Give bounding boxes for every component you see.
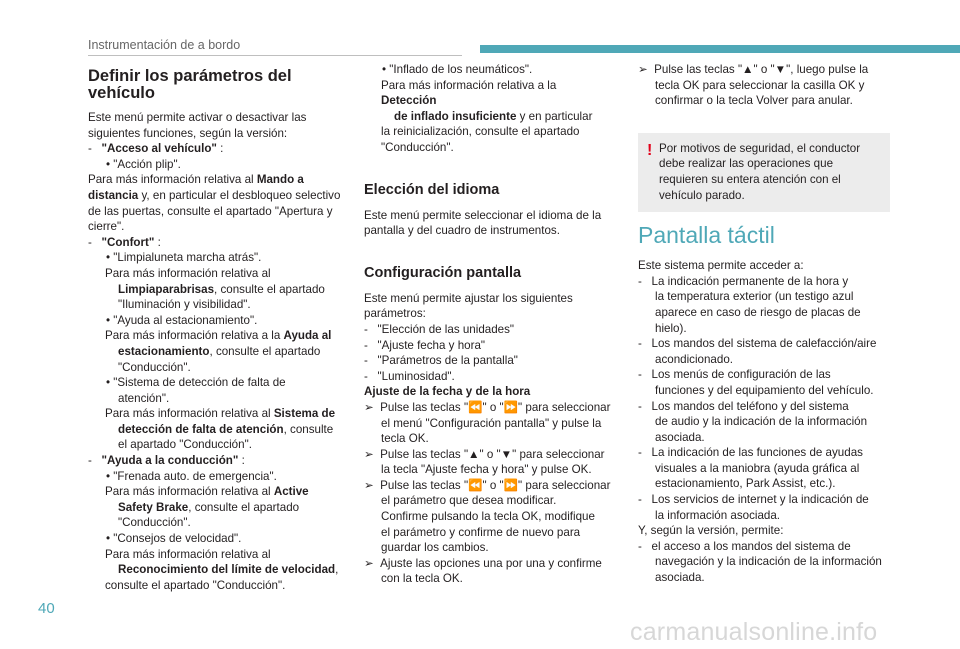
safety-warning-box [638,133,890,212]
heading-display-config: Configuración pantalla [364,264,522,281]
paragraph: la reinicialización, consulte el apartado [381,125,580,139]
list-item: • "Ayuda al estacionamiento". [106,313,258,327]
list-item: - "Parámetros de la pantalla" [364,354,518,368]
paragraph: Confirme pulsando la tecla OK, modifique [381,510,595,524]
heading-touch-screen: Pantalla táctil [638,222,775,249]
paragraph: Reconocimiento del límite de velocidad, [118,563,339,577]
paragraph: cierre". [88,220,125,234]
paragraph: visuales a la maniobra (ayuda gráfica al [655,461,860,475]
warning-icon: ! [647,141,653,159]
list-item: - el acceso a los mandos del sistema de [638,539,851,553]
step-item: ➢ Pulse las teclas "▲" o "▼", luego pulse la [638,63,869,76]
paragraph: la tecla "Ajuste fecha y hora" y pulse OK. [381,463,592,477]
paragraph: navegación y la indicación de la información [655,555,882,569]
paragraph: Este menú permite activar o desactivar las [88,111,307,124]
paragraph: parámetros: [364,307,426,321]
paragraph: confirmar o la tecla Volver para anular. [655,94,853,108]
paragraph: Y, según la versión, permite: [638,524,784,538]
paragraph: debe realizar las operaciones que [659,157,834,171]
check-icon: ➢ [638,63,648,76]
step-item: ➢ Pulse las teclas "⏪" o "⏩" para seleccionar [364,478,611,492]
header-rule [88,55,462,56]
paragraph: Para más información relativa al Mando a [88,173,304,187]
paragraph: atención". [118,391,170,405]
subheading-date-time: Ajuste de la fecha y de la hora [364,385,531,399]
list-item: - La indicación de las funciones de ayudas [638,446,863,460]
step-item: ➢ Pulse las teclas "⏪" o "⏩" para seleccionar [364,400,611,414]
paragraph: Para más información relativa al Active [105,485,309,499]
paragraph: Para más información relativa a la Detección [381,78,557,108]
paragraph: "Conducción". [118,360,191,374]
check-icon: ➢ [364,447,374,461]
check-icon: ➢ [364,400,374,414]
paragraph: pantalla y del cuadro de instrumentos. [364,224,560,238]
list-item: • "Limpialuneta marcha atrás". [106,251,262,265]
paragraph: la temperatura exterior (un testigo azul [655,290,854,304]
paragraph: requieren su entera atención con el [659,172,841,186]
paragraph: siguientes funciones, según la versión: [88,126,288,140]
paragraph: "Iluminación y visibilidad". [118,298,251,312]
paragraph: el parámetro y confirme de nuevo para [381,525,581,539]
header-accent-bar [480,45,960,53]
list-item: - Los mandos del teléfono y del sistema [638,399,849,413]
paragraph: aparece en caso de riesgo de placas de [655,305,861,319]
list-item: - "Elección de las unidades" [364,322,515,336]
paragraph: la información asociada. [655,508,781,522]
list-item: - "Confort" : [88,235,161,249]
check-icon: ➢ [364,478,374,492]
paragraph: acondicionado. [655,352,733,366]
column-3 [638,62,890,586]
paragraph: funciones y del equipamiento del vehículo. [655,383,874,397]
list-item: - "Ajuste fecha y hora" [364,338,486,352]
list-item: • "Inflado de los neumáticos". [382,63,533,76]
page-number: 40 [38,600,55,617]
paragraph: el apartado "Conducción". [118,438,252,452]
list-item: • "Consejos de velocidad". [106,532,242,546]
paragraph: Para más información relativa al Sistema de [105,407,336,421]
column-2 [364,62,612,587]
paragraph: estacionamiento, Park Assist, etc.). [655,477,836,491]
list-item: - Los servicios de internet y la indicación de [638,493,869,507]
paragraph: con la tecla OK. [381,572,463,586]
paragraph: estacionamiento, consulte el apartado [118,344,321,358]
paragraph: el parámetro que desea modificar. [381,494,557,508]
paragraph: Para más información relativa a la Ayuda al [105,329,332,343]
list-item: - "Ayuda a la conducción" : [88,454,245,468]
paragraph: de inflado insuficiente y en particular [394,109,593,123]
list-item: - Los mandos del sistema de calefacción/aire [638,337,877,351]
list-item: - "Luminosidad". [364,369,455,383]
paragraph: vehículo parado. [659,188,745,202]
paragraph: hielo). [655,321,687,335]
list-item: - La indicación permanente de la hora y [638,274,849,288]
section-header: Instrumentación de a bordo [88,38,241,52]
list-item: • "Sistema de detección de falta de [106,376,286,390]
paragraph: detección de falta de atención, consulte [118,422,334,436]
check-icon: ➢ [364,556,374,570]
paragraph: tecla OK para seleccionar la casilla OK y [655,78,865,92]
watermark: carmanualsonline.info [630,618,878,646]
paragraph: "Conducción". [118,516,191,530]
paragraph: consulte el apartado "Conducción". [105,578,286,592]
list-item: • "Acción plip". [106,157,181,171]
paragraph: Este menú permite ajustar los siguientes [364,291,573,305]
heading-vehicle-params: Definir los parámetros del vehículo [88,67,292,102]
step-item: ➢ Pulse las teclas "▲" o "▼" para seleccionar [364,447,605,461]
paragraph: "Conducción". [381,140,454,154]
paragraph: Para más información relativa al [105,266,271,280]
paragraph: guardar los cambios. [381,541,489,555]
paragraph: de las puertas, consulte el apartado "Apertura y [88,204,333,218]
list-item: - "Acceso al vehículo" : [88,142,224,156]
list-item: • "Frenada auto. de emergencia". [106,469,277,483]
paragraph: Este sistema permite acceder a: [638,259,804,273]
paragraph: asociada. [655,571,705,585]
paragraph: Este menú permite seleccionar el idioma de la [364,208,602,222]
step-item: ➢ Ajuste las opciones una por una y confirme [364,556,602,570]
paragraph: asociada. [655,430,705,444]
column-1 [88,62,350,593]
paragraph: Limpiaparabrisas, consulte el apartado [118,282,325,296]
paragraph: Por motivos de seguridad, el conductor [659,141,861,155]
paragraph: Safety Brake, consulte el apartado [118,500,300,514]
list-item: - Los menús de configuración de las [638,368,831,382]
paragraph: tecla OK. [381,432,429,446]
paragraph: el menú "Configuración pantalla" y pulse la [381,416,602,430]
paragraph: de audio y la indicación de la información [655,415,868,429]
heading-language: Elección del idioma [364,181,500,198]
paragraph: distancia y, en particular el desbloqueo selectivo [88,188,341,202]
paragraph: Para más información relativa al [105,547,271,561]
